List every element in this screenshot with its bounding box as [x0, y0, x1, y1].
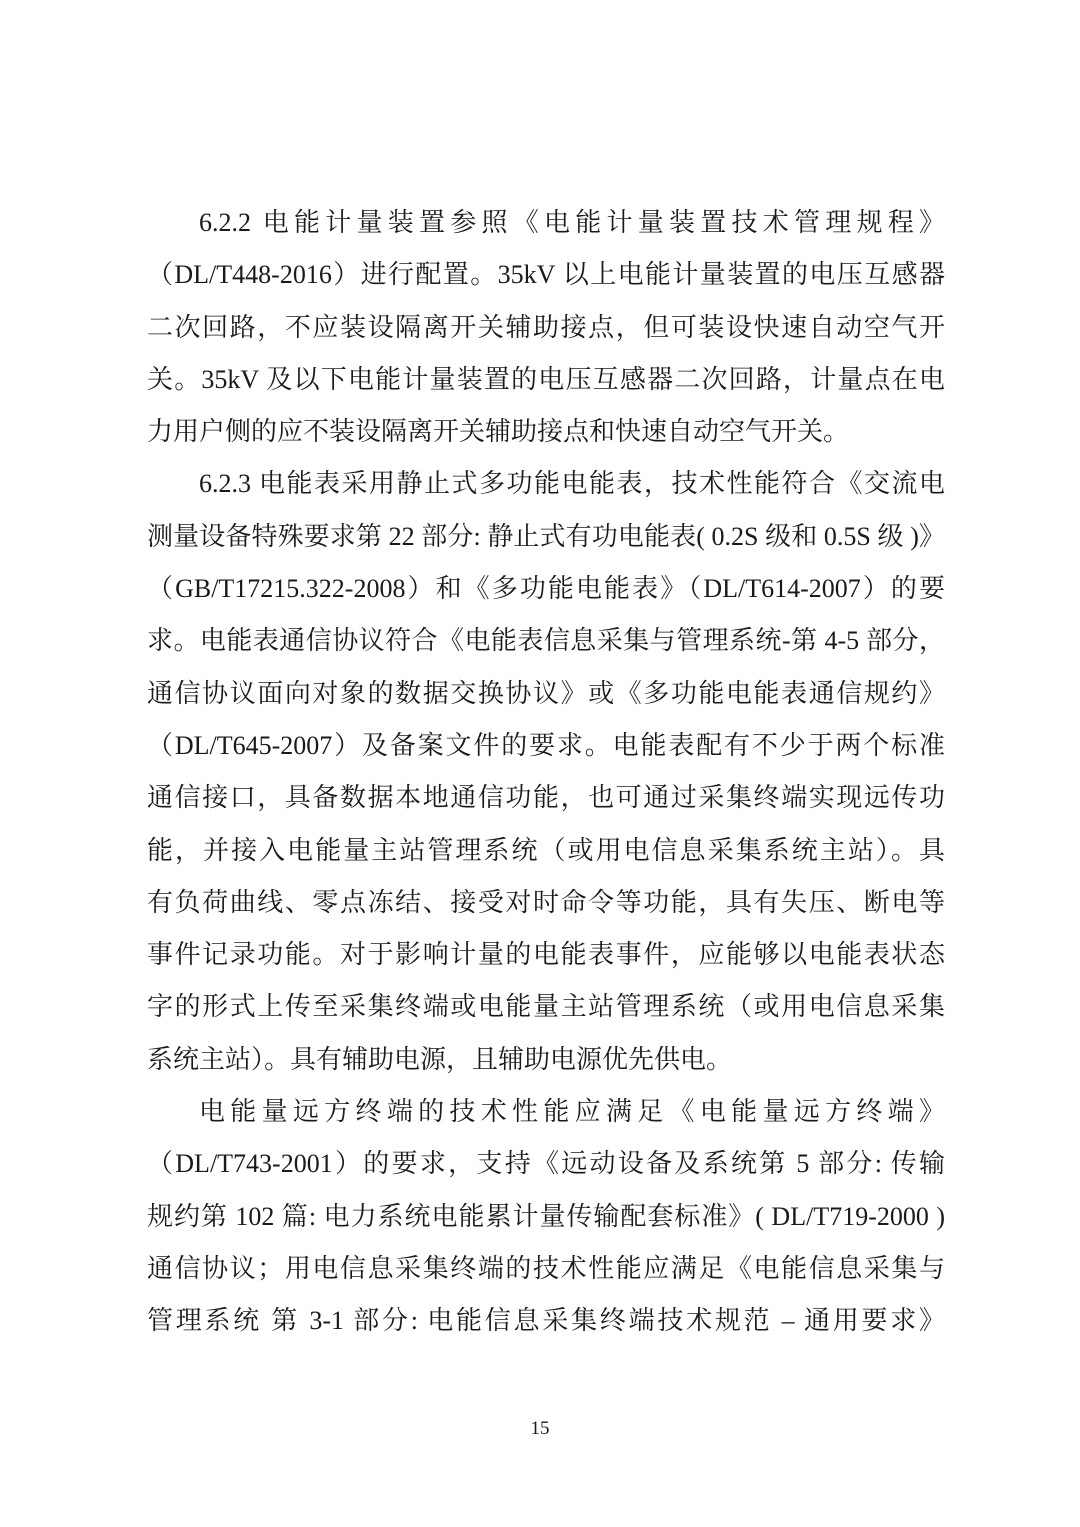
text-line: 事件记录功能。对于影响计量的电能表事件，应能够以电能表状态 [147, 940, 945, 970]
text-line: 管理系统 第 3-1 部分: 电能信息采集终端技术规范 – 通用要求》 [147, 1306, 945, 1336]
paragraph-6-2-2 [147, 197, 945, 458]
page-number: 15 [530, 1418, 550, 1439]
text-line: 6.2.2 电能计量装置参照《电能计量装置技术管理规程》 [199, 208, 945, 237]
text-line: 字的形式上传至采集终端或电能量主站管理系统（或用电信息采集 [147, 992, 945, 1022]
document-body [147, 197, 945, 1348]
text-line: 有负荷曲线、零点冻结、接受对时命令等功能，具有失压、断电等 [147, 887, 945, 917]
text-line: （DL/T645-2007）及备案文件的要求。电能表配有不少于两个标准 [147, 730, 945, 760]
text-line: 规约第 102 篇: 电力系统电能累计量传输配套标准》( DL/T719-2000 ) [147, 1201, 945, 1231]
text-line: （GB/T17215.322-2008）和《多功能电能表》（DL/T614-2007）的要 [147, 574, 945, 604]
text-line: 电能量远方终端的技术性能应满足《电能量远方终端》 [199, 1097, 945, 1127]
text-line: （DL/T743-2001）的要求，支持《远动设备及系统第 5 部分: 传输 [147, 1149, 945, 1179]
text-line: 关。35kV 及以下电能计量装置的电压互感器二次回路，计量点在电 [147, 364, 945, 394]
text-line: 通信协议面向对象的数据交换协议》或《多功能电能表通信规约》 [147, 678, 945, 708]
text-line: 求。电能表通信协议符合《电能表信息采集与管理系统-第 4-5 部分， [147, 626, 945, 656]
text-line: 6.2.3 电能表采用静止式多功能电能表，技术性能符合《交流电 [199, 469, 945, 499]
paragraph-remote-terminal [147, 1086, 945, 1347]
text-line: 通信接口，具备数据本地通信功能，也可通过采集终端实现远传功 [147, 783, 945, 813]
text-line: 能，并接入电能量主站管理系统（或用电信息采集系统主站）。具 [147, 835, 945, 865]
text-line: 二次回路，不应装设隔离开关辅助接点，但可装设快速自动空气开 [147, 312, 945, 342]
paragraph-6-2-3 [147, 458, 945, 1086]
text-line: （DL/T448-2016）进行配置。35kV 以上电能计量装置的电压互感器 [147, 260, 945, 290]
text-line: 系统主站）。具有辅助电源，且辅助电源优先供电。 [147, 1044, 733, 1074]
text-line: 力用户侧的应不装设隔离开关辅助接点和快速自动空气开关。 [147, 417, 850, 447]
text-line: 测量设备特殊要求第 22 部分: 静止式有功电能表( 0.2S 级和 0.5S 级 )》 [147, 521, 945, 551]
text-line: 通信协议；用电信息采集终端的技术性能应满足《电能信息采集与 [147, 1253, 945, 1283]
